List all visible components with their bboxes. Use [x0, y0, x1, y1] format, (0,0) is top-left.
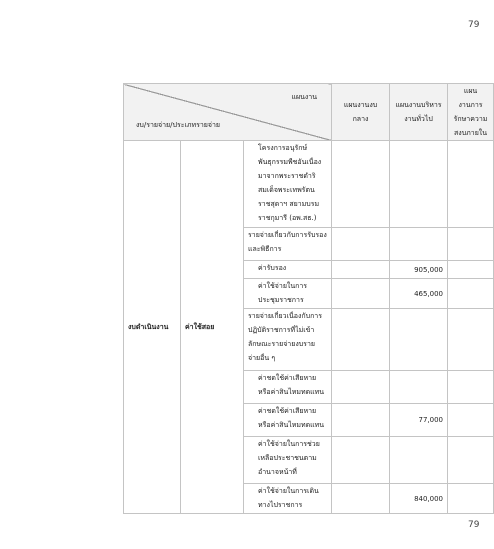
- corner-header: [124, 84, 332, 141]
- row-value-security: [448, 437, 494, 484]
- row-value-central: [332, 404, 390, 437]
- budget-table: [123, 83, 494, 514]
- row-value-general-admin: [390, 141, 448, 228]
- row-label: ค่าใช้จ่ายในการประชุมราชการ: [244, 279, 332, 309]
- row-value-central: [332, 309, 390, 371]
- row-value-security: [448, 228, 494, 261]
- row-value-security: [448, 371, 494, 404]
- row-value-security: [448, 261, 494, 279]
- row-value-central: [332, 371, 390, 404]
- row-value-general-admin: 905,000: [390, 261, 448, 279]
- row-label: ค่าชดใช้ค่าเสียหายหรือค่าสินไหมทดแทน: [244, 371, 332, 404]
- row-label: ค่าชดใช้ค่าเสียหายหรือค่าสินไหมทดแทน: [244, 404, 332, 437]
- column-header-general-admin: แผนงานบริหารงานทั่วไป: [390, 84, 448, 141]
- budget-category: งบดำเนินงาน: [124, 141, 181, 514]
- row-value-security: [448, 404, 494, 437]
- page-number-bottom: 79: [468, 520, 480, 530]
- row-value-general-admin: [390, 309, 448, 371]
- row-label: ค่าใช้จ่ายในการช่วยเหลือประชาชนตามอำนาจหน้าที่: [244, 437, 332, 484]
- row-value-central: [332, 484, 390, 514]
- row-label: ค่ารับรอง: [244, 261, 332, 279]
- row-value-security: [448, 279, 494, 309]
- row-value-central: [332, 261, 390, 279]
- column-header-security: แผนงานการรักษาความสงบภายใน: [448, 84, 494, 141]
- row-label: รายจ่ายเกี่ยวเนื่องกับการปฏิบัติราชการที่ไม่เข้าลักษณะรายจ่ายงบรายจ่ายอื่น ๆ: [244, 309, 332, 371]
- header-expense-label: งบ/รายจ่าย/ประเภทรายจ่าย: [136, 121, 221, 129]
- row-value-central: [332, 437, 390, 484]
- expense-category: ค่าใช้สอย: [181, 141, 244, 514]
- page-number-top: 79: [468, 20, 480, 30]
- header-plan-label: แผนงาน: [291, 93, 318, 101]
- row-value-general-admin: [390, 371, 448, 404]
- row-label: โครงการอนุรักษ์พันธุกรรมพืชอันเนื่องมาจากพระราชดำริสมเด็จพระเทพรัตนราชสุดาฯ สยามบรมราชกุมารี (อพ.สธ.): [244, 141, 332, 228]
- row-value-general-admin: [390, 437, 448, 484]
- row-value-security: [448, 141, 494, 228]
- row-value-security: [448, 484, 494, 514]
- row-value-security: [448, 309, 494, 371]
- budget-table-container: [123, 83, 488, 509]
- row-label: ค่าใช้จ่ายในการเดินทางไปราชการ: [244, 484, 332, 514]
- column-header-central: แผนงานงบกลาง: [332, 84, 390, 141]
- row-label: รายจ่ายเกี่ยวกับการรับรองและพิธีการ: [244, 228, 332, 261]
- row-value-general-admin: 77,000: [390, 404, 448, 437]
- row-value-central: [332, 141, 390, 228]
- row-value-general-admin: 465,000: [390, 279, 448, 309]
- row-value-central: [332, 228, 390, 261]
- row-value-central: [332, 279, 390, 309]
- row-value-general-admin: 840,000: [390, 484, 448, 514]
- row-value-general-admin: [390, 228, 448, 261]
